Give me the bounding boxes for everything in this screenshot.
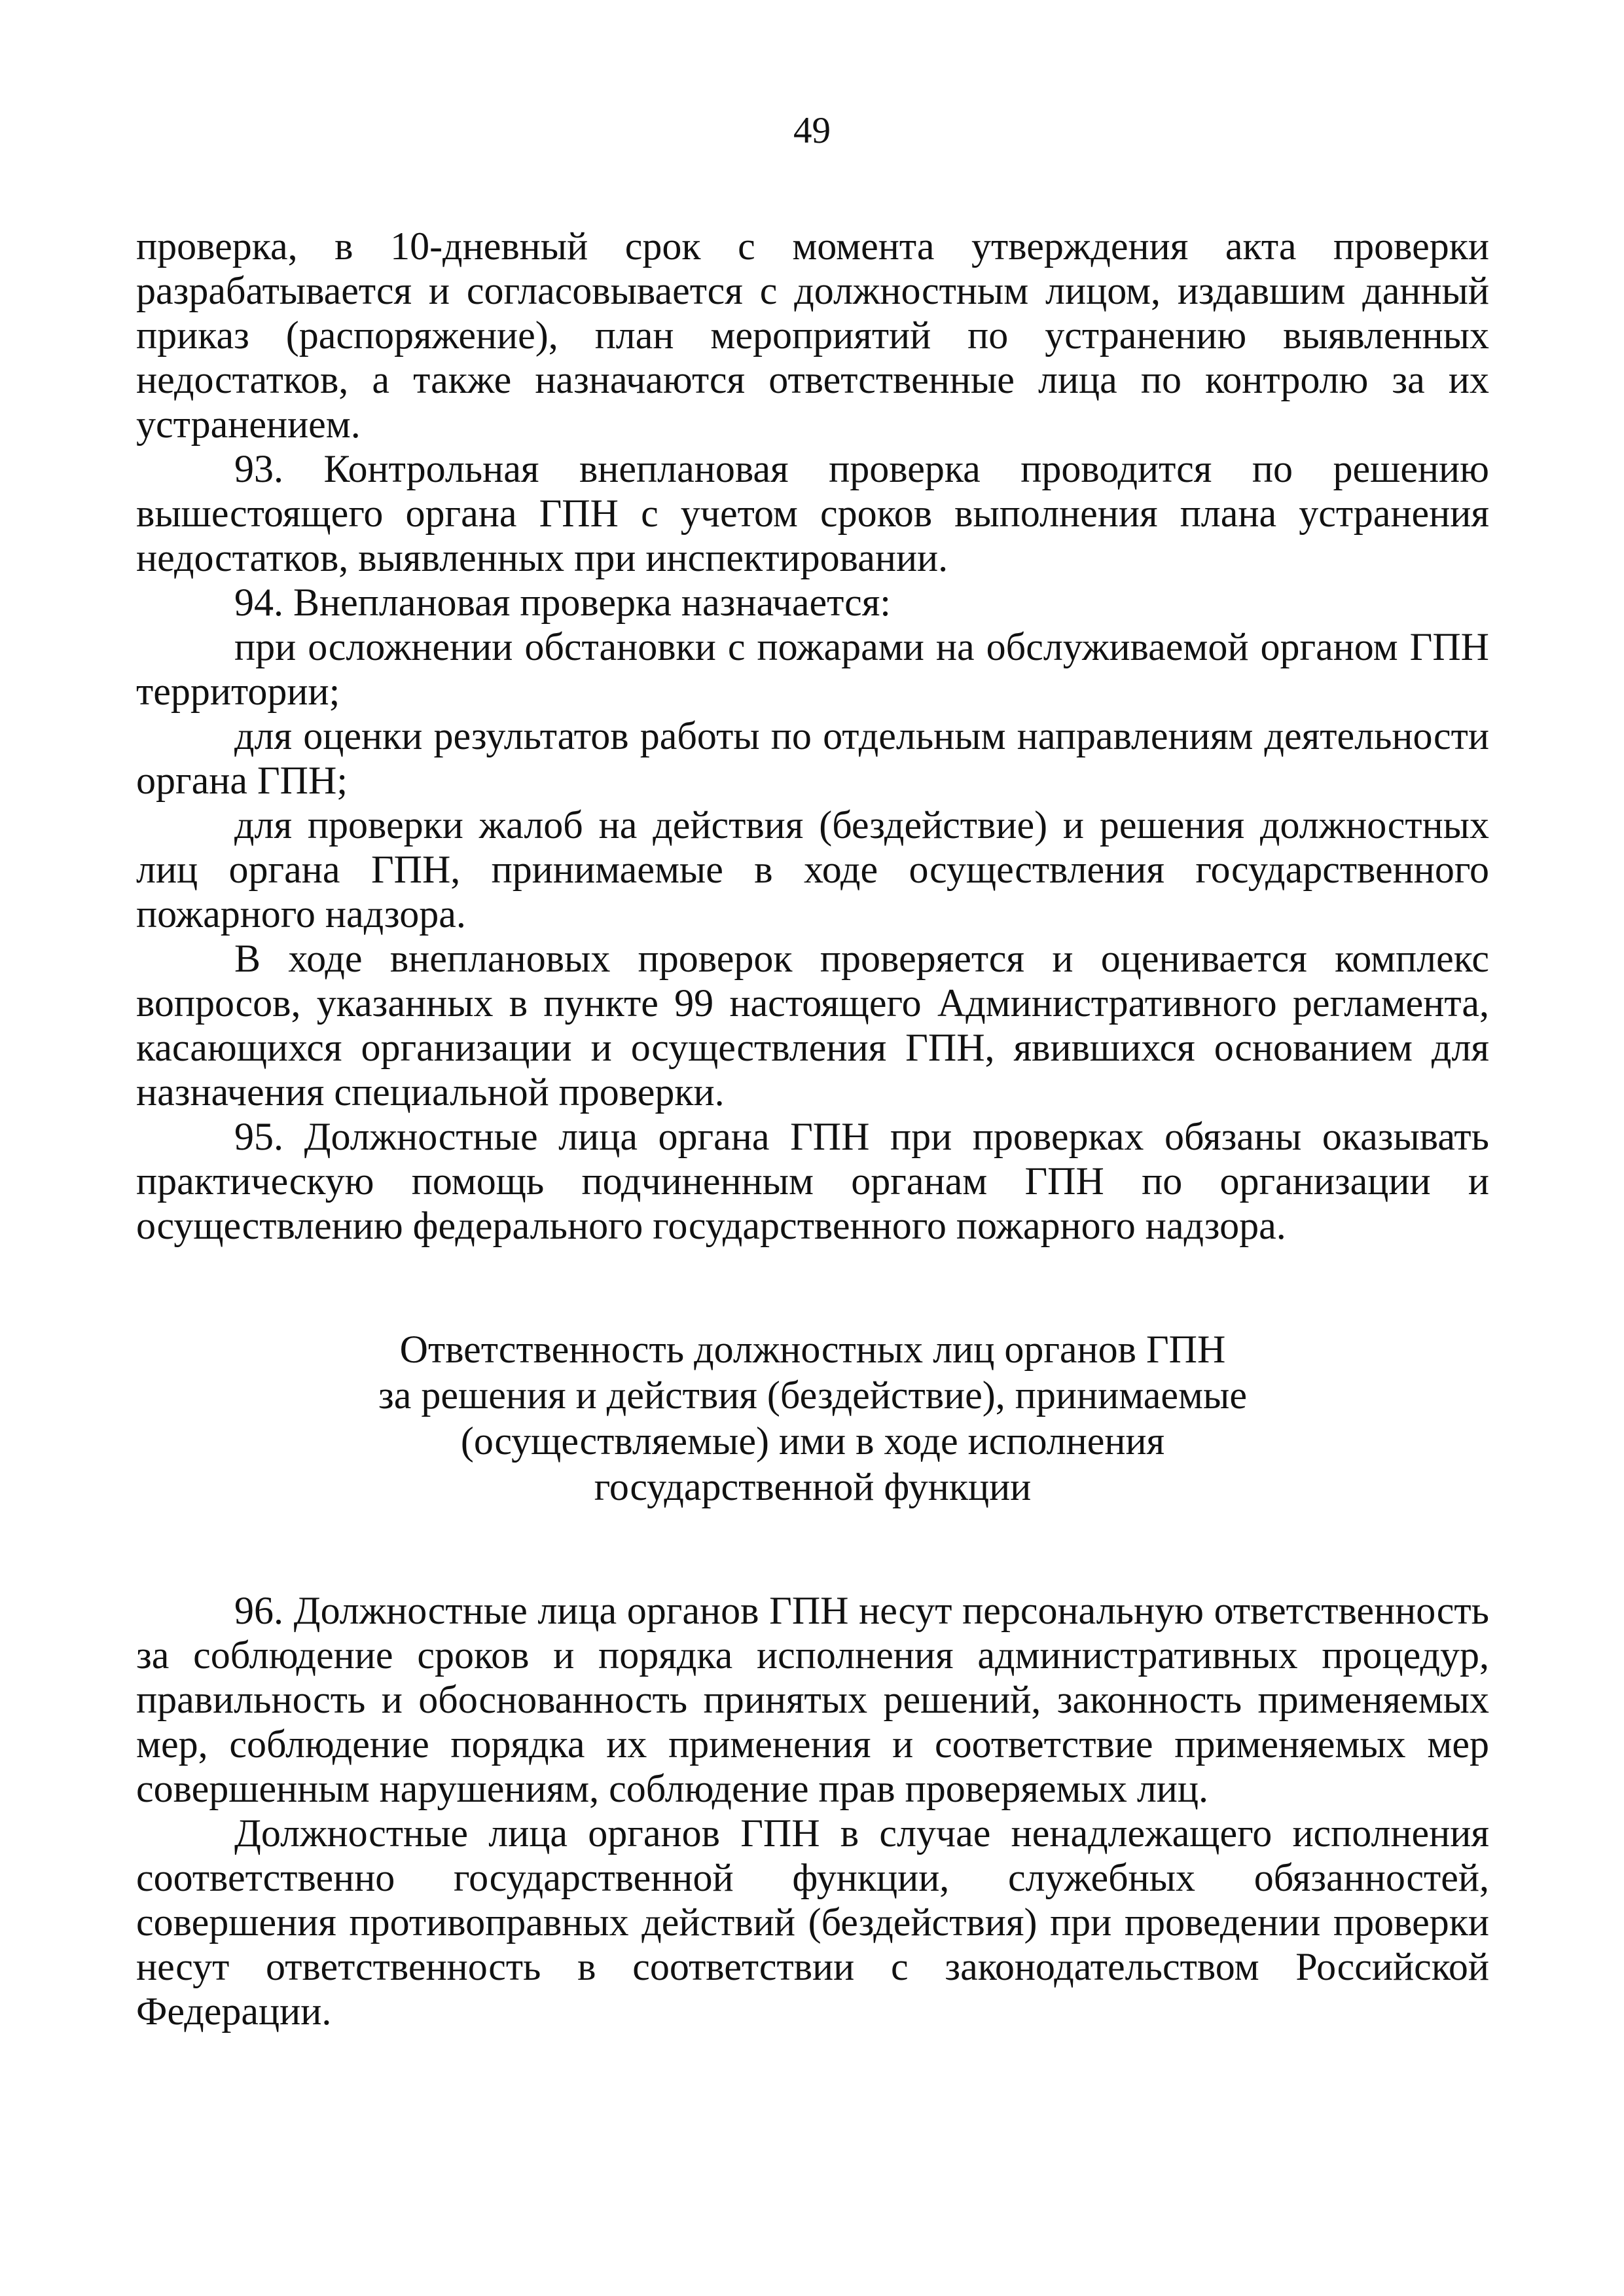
- paragraph-94-item-2: для оценки результатов работы по отдельным направлениям деятельности органа ГПН;: [136, 714, 1489, 802]
- paragraph-96: 96. Должностные лица органов ГПН несут персональную ответственность за соблюдение сроков и порядка исполнения административных процедур, правильность и обоснованность принятых решений, законность применяемых мер, соблюдение порядка их применения и соответствие применяемых мер совершенным нарушениям, соблюдение прав проверяемых лиц.: [136, 1589, 1489, 1810]
- section-heading-line-4: государственной функции: [594, 1465, 1032, 1508]
- section-heading-line-2: за решения и действия (бездействие), принимаемые: [378, 1374, 1247, 1417]
- paragraph-96-liability: Должностные лица органов ГПН в случае ненадлежащего исполнения соответственно государственной функции, служебных обязанностей, совершения противоправных действий (бездействия) при проведении проверки несут ответственность в соответствии с законодательством Российской Федерации.: [136, 1812, 1489, 2033]
- section-heading: [136, 1326, 1489, 1510]
- page-number: 49: [793, 110, 831, 151]
- paragraph-94-item-1: при осложнении обстановки с пожарами на обслуживаемой органом ГПН территории;: [136, 625, 1489, 713]
- section-heading-line-3: (осуществляемые) ими в ходе исполнения: [460, 1419, 1165, 1463]
- paragraph-93: 93. Контрольная внеплановая проверка проводится по решению вышестоящего органа ГПН с учетом сроков выполнения плана устранения недостатков, выявленных при инспектировании.: [136, 447, 1489, 579]
- section-heading-line-1: Ответственность должностных лиц органов ГПН: [399, 1328, 1226, 1371]
- paragraph-continuation: проверка, в 10-дневный срок с момента утверждения акта проверки разрабатывается и согласовывается с должностным лицом, издавшим данный приказ (распоряжение), план мероприятий по устранению выявленных недостатков, а также назначаются ответственные лица по контролю за их устранением.: [136, 225, 1489, 446]
- document-body: [136, 224, 1489, 2033]
- paragraph-94: 94. Внеплановая проверка назначается:: [234, 581, 891, 624]
- paragraph-94-item-3: для проверки жалоб на действия (бездействие) и решения должностных лиц органа ГПН, принимаемые в ходе осуществления государственного пожарного надзора.: [136, 803, 1489, 936]
- paragraph-95: 95. Должностные лица органа ГПН при проверках обязаны оказывать практическую помощь подчиненным органам ГПН по организации и осуществлению федерального государственного пожарного надзора.: [136, 1115, 1489, 1247]
- paragraph-94-note: В ходе внеплановых проверок проверяется и оценивается комплекс вопросов, указанных в пункте 99 настоящего Административного регламента, касающихся организации и осуществления ГПН, явившихся основанием для назначения специальной проверки.: [136, 937, 1489, 1114]
